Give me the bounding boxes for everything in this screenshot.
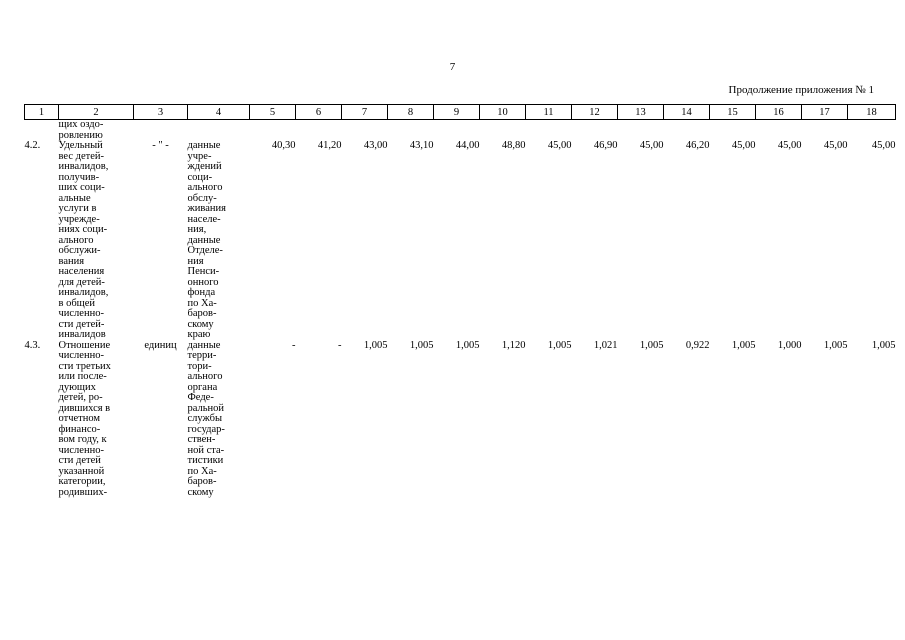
value-cell: 44,00 [455, 140, 480, 151]
column-number: 17 [802, 105, 848, 120]
value-cell: - [292, 339, 296, 351]
value-cell: 45,00 [731, 140, 756, 151]
value-cell: 43,10 [409, 140, 434, 151]
row-code: 4.2. [24, 140, 41, 151]
column-number: 3 [134, 105, 188, 120]
value-cell [572, 120, 618, 142]
indicator-name: Удельный вес детей- инвалидов, получив- ших соци- альные услуги в учрежде- ниях соци- ального обслужи- вания населения для детей- инвалидов, в общей численно- сти детей- инвалидов [58, 140, 109, 340]
column-number: 7 [342, 105, 388, 120]
value-cell: 45,00 [639, 140, 664, 151]
table-row [25, 141, 896, 341]
column-number: 11 [526, 105, 572, 120]
column-number: 10 [480, 105, 526, 120]
value-cell: 45,00 [823, 140, 848, 151]
column-number: 6 [296, 105, 342, 120]
value-cell: 1,021 [593, 339, 618, 351]
column-number-row [25, 105, 896, 120]
value-cell [664, 120, 710, 142]
column-number: 2 [59, 105, 134, 120]
source-cell: данные терри- тори- ального органа Феде- ральной службы государ- ствен- ной ста- тистики по Ха- баров- скому [187, 339, 225, 498]
value-cell: 48,80 [501, 140, 526, 151]
column-number: 1 [25, 105, 59, 120]
column-number: 13 [618, 105, 664, 120]
value-cell [388, 120, 434, 142]
value-cell: 40,30 [271, 140, 296, 151]
value-cell [756, 120, 802, 142]
value-cell: 43,00 [363, 140, 388, 151]
value-cell [434, 120, 480, 142]
value-cell: 1,005 [731, 339, 756, 351]
value-cell: 46,90 [593, 140, 618, 151]
page-number: 7 [449, 61, 456, 73]
value-cell [296, 120, 342, 142]
value-cell [342, 120, 388, 142]
source-cell [188, 120, 250, 142]
value-cell: 1,120 [501, 339, 526, 351]
value-cell [802, 120, 848, 142]
column-number: 15 [710, 105, 756, 120]
table-row [25, 120, 896, 142]
value-cell: 41,20 [317, 140, 342, 151]
column-number: 12 [572, 105, 618, 120]
data-table [24, 104, 896, 498]
value-cell: 46,20 [685, 140, 710, 151]
continuation-label: Продолжение приложения № 1 [728, 84, 874, 96]
row-code [25, 120, 59, 142]
value-cell [480, 120, 526, 142]
value-cell: 1,005 [871, 339, 896, 351]
value-cell: 1,005 [823, 339, 848, 351]
value-cell: 1,005 [547, 339, 572, 351]
value-cell [250, 120, 296, 142]
row-code: 4.3. [24, 339, 41, 351]
unit-cell [134, 120, 188, 142]
value-cell: 45,00 [547, 140, 572, 151]
value-cell [618, 120, 664, 142]
value-cell: - [338, 339, 342, 351]
value-cell [710, 120, 756, 142]
indicator-name: Отношение численно- сти третьих или после- дующих детей, ро- дившихся в отчетном финансо- вом году, к численно- сти детей указанной категории, родивших- [58, 339, 111, 498]
value-cell: 1,005 [455, 339, 480, 351]
value-cell: 1,000 [777, 339, 802, 351]
unit-cell: - " - [152, 140, 169, 151]
value-cell: 1,005 [363, 339, 388, 351]
column-number: 5 [250, 105, 296, 120]
value-cell: 45,00 [777, 140, 802, 151]
indicator-name: щих оздо- ровлению [58, 119, 104, 141]
value-cell [526, 120, 572, 142]
column-number: 16 [756, 105, 802, 120]
value-cell: 0,922 [685, 339, 710, 351]
column-number: 9 [434, 105, 480, 120]
column-number: 4 [188, 105, 250, 120]
column-number: 18 [848, 105, 896, 120]
source-cell: данные учре- ждений соци- ального обслу- живания населе- ния, данные Отделе- ния Пенси- онного фонда по Ха- баров- скому краю [187, 140, 226, 340]
value-cell: 1,005 [639, 339, 664, 351]
column-number: 8 [388, 105, 434, 120]
unit-cell: единиц [144, 339, 177, 351]
column-number: 14 [664, 105, 710, 120]
value-cell: 45,00 [871, 140, 896, 151]
value-cell [848, 120, 896, 142]
value-cell: 1,005 [409, 339, 434, 351]
table-row [25, 341, 896, 499]
